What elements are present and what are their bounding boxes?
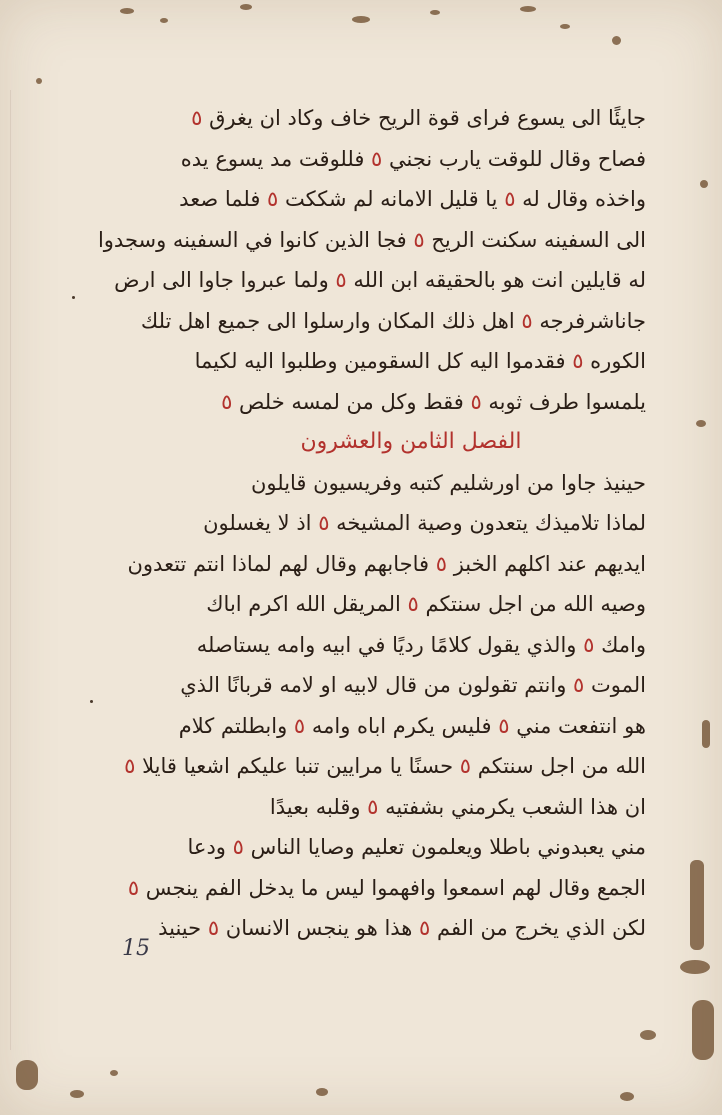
stain-mark [692, 1000, 714, 1060]
stain-mark [560, 24, 570, 29]
text-line: الموت ٥ وانتم تقولون من قال لابيه او لامه قربانًا الذي [180, 673, 646, 697]
stain-mark [702, 720, 710, 748]
folio-number: 15 [122, 936, 150, 961]
verse-separator-mark: ٥ [413, 227, 425, 252]
text-line: الجمع وقال لهم اسمعوا وافهموا ليس ما يدخل الفم ينجس ٥ [127, 875, 646, 900]
verse-separator-mark: ٥ [459, 754, 472, 778]
stain-mark [240, 4, 252, 10]
verse-separator-mark: ٥ [318, 511, 330, 535]
verse-separator-mark: ٥ [367, 794, 379, 819]
stain-mark [520, 6, 536, 12]
verse-separator-mark: ٥ [124, 754, 136, 778]
text-line: لكن الذي يخرج من الفم ٥ هذا هو ينجس الانسان ٥ حينيذ [158, 916, 646, 940]
verse-separator-mark: ٥ [521, 308, 533, 333]
verse-separator-mark: ٥ [127, 875, 140, 900]
text-line: مني يعبدوني باطلا ويعلمون تعليم وصايا الناس ٥ ودعا [187, 835, 646, 859]
stain-mark [430, 10, 440, 15]
text-line: ان هذا الشعب يكرمني بشفتيه ٥ وقلبه بعيدًا [269, 794, 646, 819]
text-line: هو انتفعت مني ٥ فليس يكرم اباه وامه ٥ وابطلتم كلام [178, 713, 646, 738]
verse-separator-mark: ٥ [371, 146, 383, 171]
stain-mark [70, 1090, 84, 1098]
stain-mark [640, 1030, 656, 1040]
ink-dot [90, 700, 93, 703]
stain-mark [36, 78, 42, 84]
verse-separator-mark: ٥ [504, 187, 516, 211]
text-line: فصاح وقال للوقت يارب نجني ٥ فللوقت مد يسوع يده [180, 146, 646, 171]
stain-mark [696, 420, 706, 427]
verse-separator-mark: ٥ [191, 106, 203, 130]
verse-separator-mark: ٥ [498, 713, 510, 738]
text-line: له قايلين انت هو بالحقيقه ابن الله ٥ ولما عبروا جاوا الى ارض [114, 268, 646, 292]
verse-separator-mark: ٥ [572, 349, 584, 373]
stain-mark [120, 8, 134, 14]
text-line: واخذه وقال له ٥ يا قليل الامانه لم شككت ٥ فلما صعد [179, 187, 646, 211]
stain-mark [700, 180, 708, 188]
text-line: جايئًا الى يسوع فراى قوة الريح خاف وكاد ان يغرق ٥ [191, 106, 646, 130]
stain-mark [110, 1070, 118, 1076]
page-fold-line [10, 90, 11, 1050]
verse-separator-mark: ٥ [293, 713, 306, 738]
text-line: الكوره ٥ فقدموا اليه كل السقومين وطلبوا اليه لكيما [194, 349, 646, 373]
text-line: يلمسوا طرف ثوبه ٥ فقط وكل من لمسه خلص ٥ [221, 389, 646, 414]
verse-separator-mark: ٥ [207, 916, 220, 940]
text-line: وامك ٥ والذي يقول كلامًا رديًا في ابيه وامه يستاصله [196, 632, 646, 657]
stain-mark [316, 1088, 328, 1096]
text-line: وصيه الله من اجل سنتكم ٥ المريقل الله اكرم اباك [206, 592, 646, 616]
verse-separator-mark: ٥ [470, 389, 482, 414]
stain-mark [612, 36, 621, 45]
text-line: جاناشرفرجه ٥ اهل ذلك المكان وارسلوا الى جميع اهل تلك [140, 308, 646, 333]
text-line: لماذا تلاميذك يتعدون وصية المشيخه ٥ اذ لا يغسلون [203, 511, 646, 535]
stain-mark [620, 1092, 634, 1101]
chapter-heading: الفصل الثامن والعشرون [300, 429, 522, 454]
stain-mark [690, 860, 704, 950]
text-line: الله من اجل سنتكم ٥ حسنًا يا مرايين تنبا عليكم اشعيا قايلا ٥ [124, 754, 646, 778]
text-line: الى السفينه سكنت الريح ٥ فجا الذين كانوا في السفينه وسجدوا [97, 227, 646, 252]
text-line: حينيذ جاوا من اورشليم كتبه وفريسيون قايلون [250, 470, 646, 495]
verse-separator-mark: ٥ [221, 389, 233, 414]
verse-separator-mark: ٥ [267, 187, 279, 211]
stain-mark [352, 16, 370, 23]
verse-separator-mark: ٥ [419, 916, 431, 940]
verse-separator-mark: ٥ [573, 673, 585, 697]
stain-mark [160, 18, 168, 23]
verse-separator-mark: ٥ [407, 592, 419, 616]
verse-separator-mark: ٥ [583, 632, 595, 657]
verse-separator-mark: ٥ [335, 268, 347, 292]
ink-dot [72, 296, 75, 299]
verse-separator-mark: ٥ [232, 835, 244, 859]
verse-separator-mark: ٥ [435, 551, 448, 576]
stain-mark [680, 960, 710, 974]
text-line: ايديهم عند اكلهم الخبز ٥ فاجابهم وقال لهم لماذا انتم تتعدون [127, 551, 646, 576]
stain-mark [16, 1060, 38, 1090]
